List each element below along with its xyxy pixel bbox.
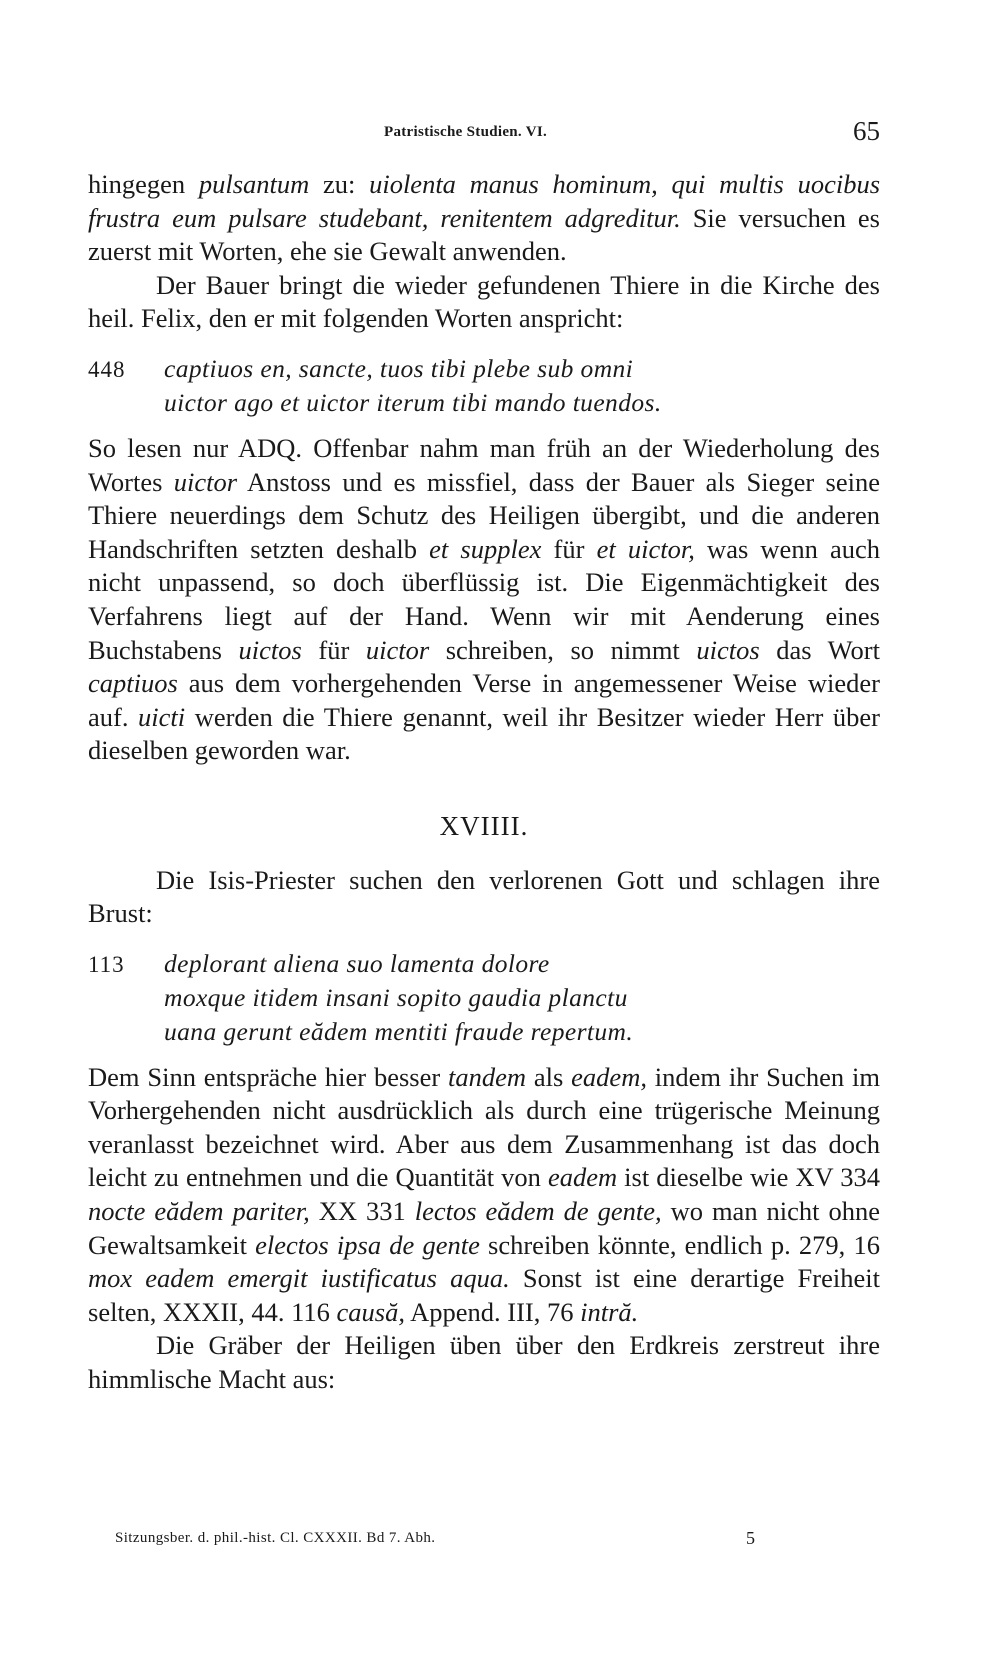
verse-text: uictor ago et uictor iterum tibi mando tuendos.	[164, 387, 662, 417]
verse-text: uana gerunt eădem mentiti fraude repertum.	[164, 1016, 634, 1046]
verse-text: moxque itidem insani sopito gaudia planctu	[164, 982, 628, 1012]
paragraph: Dem Sinn entspräche hier besser tandem als eadem, indem ihr Suchen im Vorhergehenden nicht ausdrücklich als durch eine trügerische Meinung veranlasst bezeichnet wird. Aber aus dem Zusammenhang ist das doch leicht zu entnehmen und die Quantität von eadem ist dieselbe wie XV 334 nocte eădem pariter, XX 331 lectos eădem de gente, wo man nicht ohne Gewaltsamkeit electos ipsa de gente schreiben könnte, endlich p. 279, 16 mox eadem emergit iustificatus aqua. Sonst ist eine derartige Freiheit selten, XXXII, 44. 116 causă, Append. III, 76 intră.	[88, 1061, 881, 1327]
paragraph: hingegen pulsantum zu: uiolenta manus hominum, qui multis uocibus frustra eum pulsare studebant, renitentem adgreditur. Sie versuchen es zuerst mit Worten, ehe sie Gewalt anwenden.	[88, 169, 881, 267]
verse-line	[88, 386, 880, 420]
verse-number: 113	[88, 951, 125, 977]
running-title: Patristische Studien. VI.	[384, 124, 548, 140]
page-number: 65	[853, 116, 880, 146]
verse-text: captiuos en, sancte, tuos tibi plebe sub omni	[164, 353, 634, 383]
verse-text: deplorant aliena suo lamenta dolore	[164, 948, 550, 978]
verse-quotation	[88, 352, 880, 420]
paragraph: So lesen nur ADQ. Offenbar nahm man früh an der Wiederholung des Wortes uictor Anstoss und es missfiel, dass der Bauer als Sieger seine Thiere neuerdings dem Schutz des Heiligen übergibt, und die anderen Handschriften setzten deshalb et supplex für et uictor, was wenn auch nicht unpassend, so doch überflüssig ist. Die Eigenmächtigkeit des Verfahrens liegt auf der Hand. Wenn wir mit Aenderung eines Buchstabens uictos für uictor schreiben, so nimmt uictos das Wort captiuos aus dem vorhergehenden Verse in angemessener Weise wieder auf. uicti werden die Thiere genannt, weil ihr Besitzer wieder Herr über dieselben geworden war.	[88, 432, 881, 766]
verse-number: 448	[88, 356, 126, 382]
signature-mark: 5	[746, 1528, 755, 1548]
verse-line	[88, 1015, 880, 1049]
verse-line	[88, 981, 880, 1015]
verse-line	[88, 352, 880, 386]
body-text	[88, 168, 880, 1397]
page-header	[88, 116, 880, 154]
publication-citation: Sitzungsber. d. phil.-hist. Cl. CXXXII. Bd 7. Abh.	[115, 1530, 436, 1546]
page-footer	[115, 1530, 755, 1560]
paragraph: Die Isis-Priester suchen den verlorenen Gott und schlagen ihre Brust:	[88, 864, 880, 929]
verse-line	[88, 947, 880, 981]
verse-quotation	[88, 947, 880, 1049]
paragraph: Der Bauer bringt die wieder gefundenen Thiere in die Kirche des heil. Felix, den er mit folgenden Worten anspricht:	[88, 269, 880, 334]
paragraph: Die Gräber der Heiligen üben über den Erdkreis zerstreut ihre himmlische Macht aus:	[88, 1330, 880, 1395]
section-heading: XVIIII.	[439, 810, 529, 841]
